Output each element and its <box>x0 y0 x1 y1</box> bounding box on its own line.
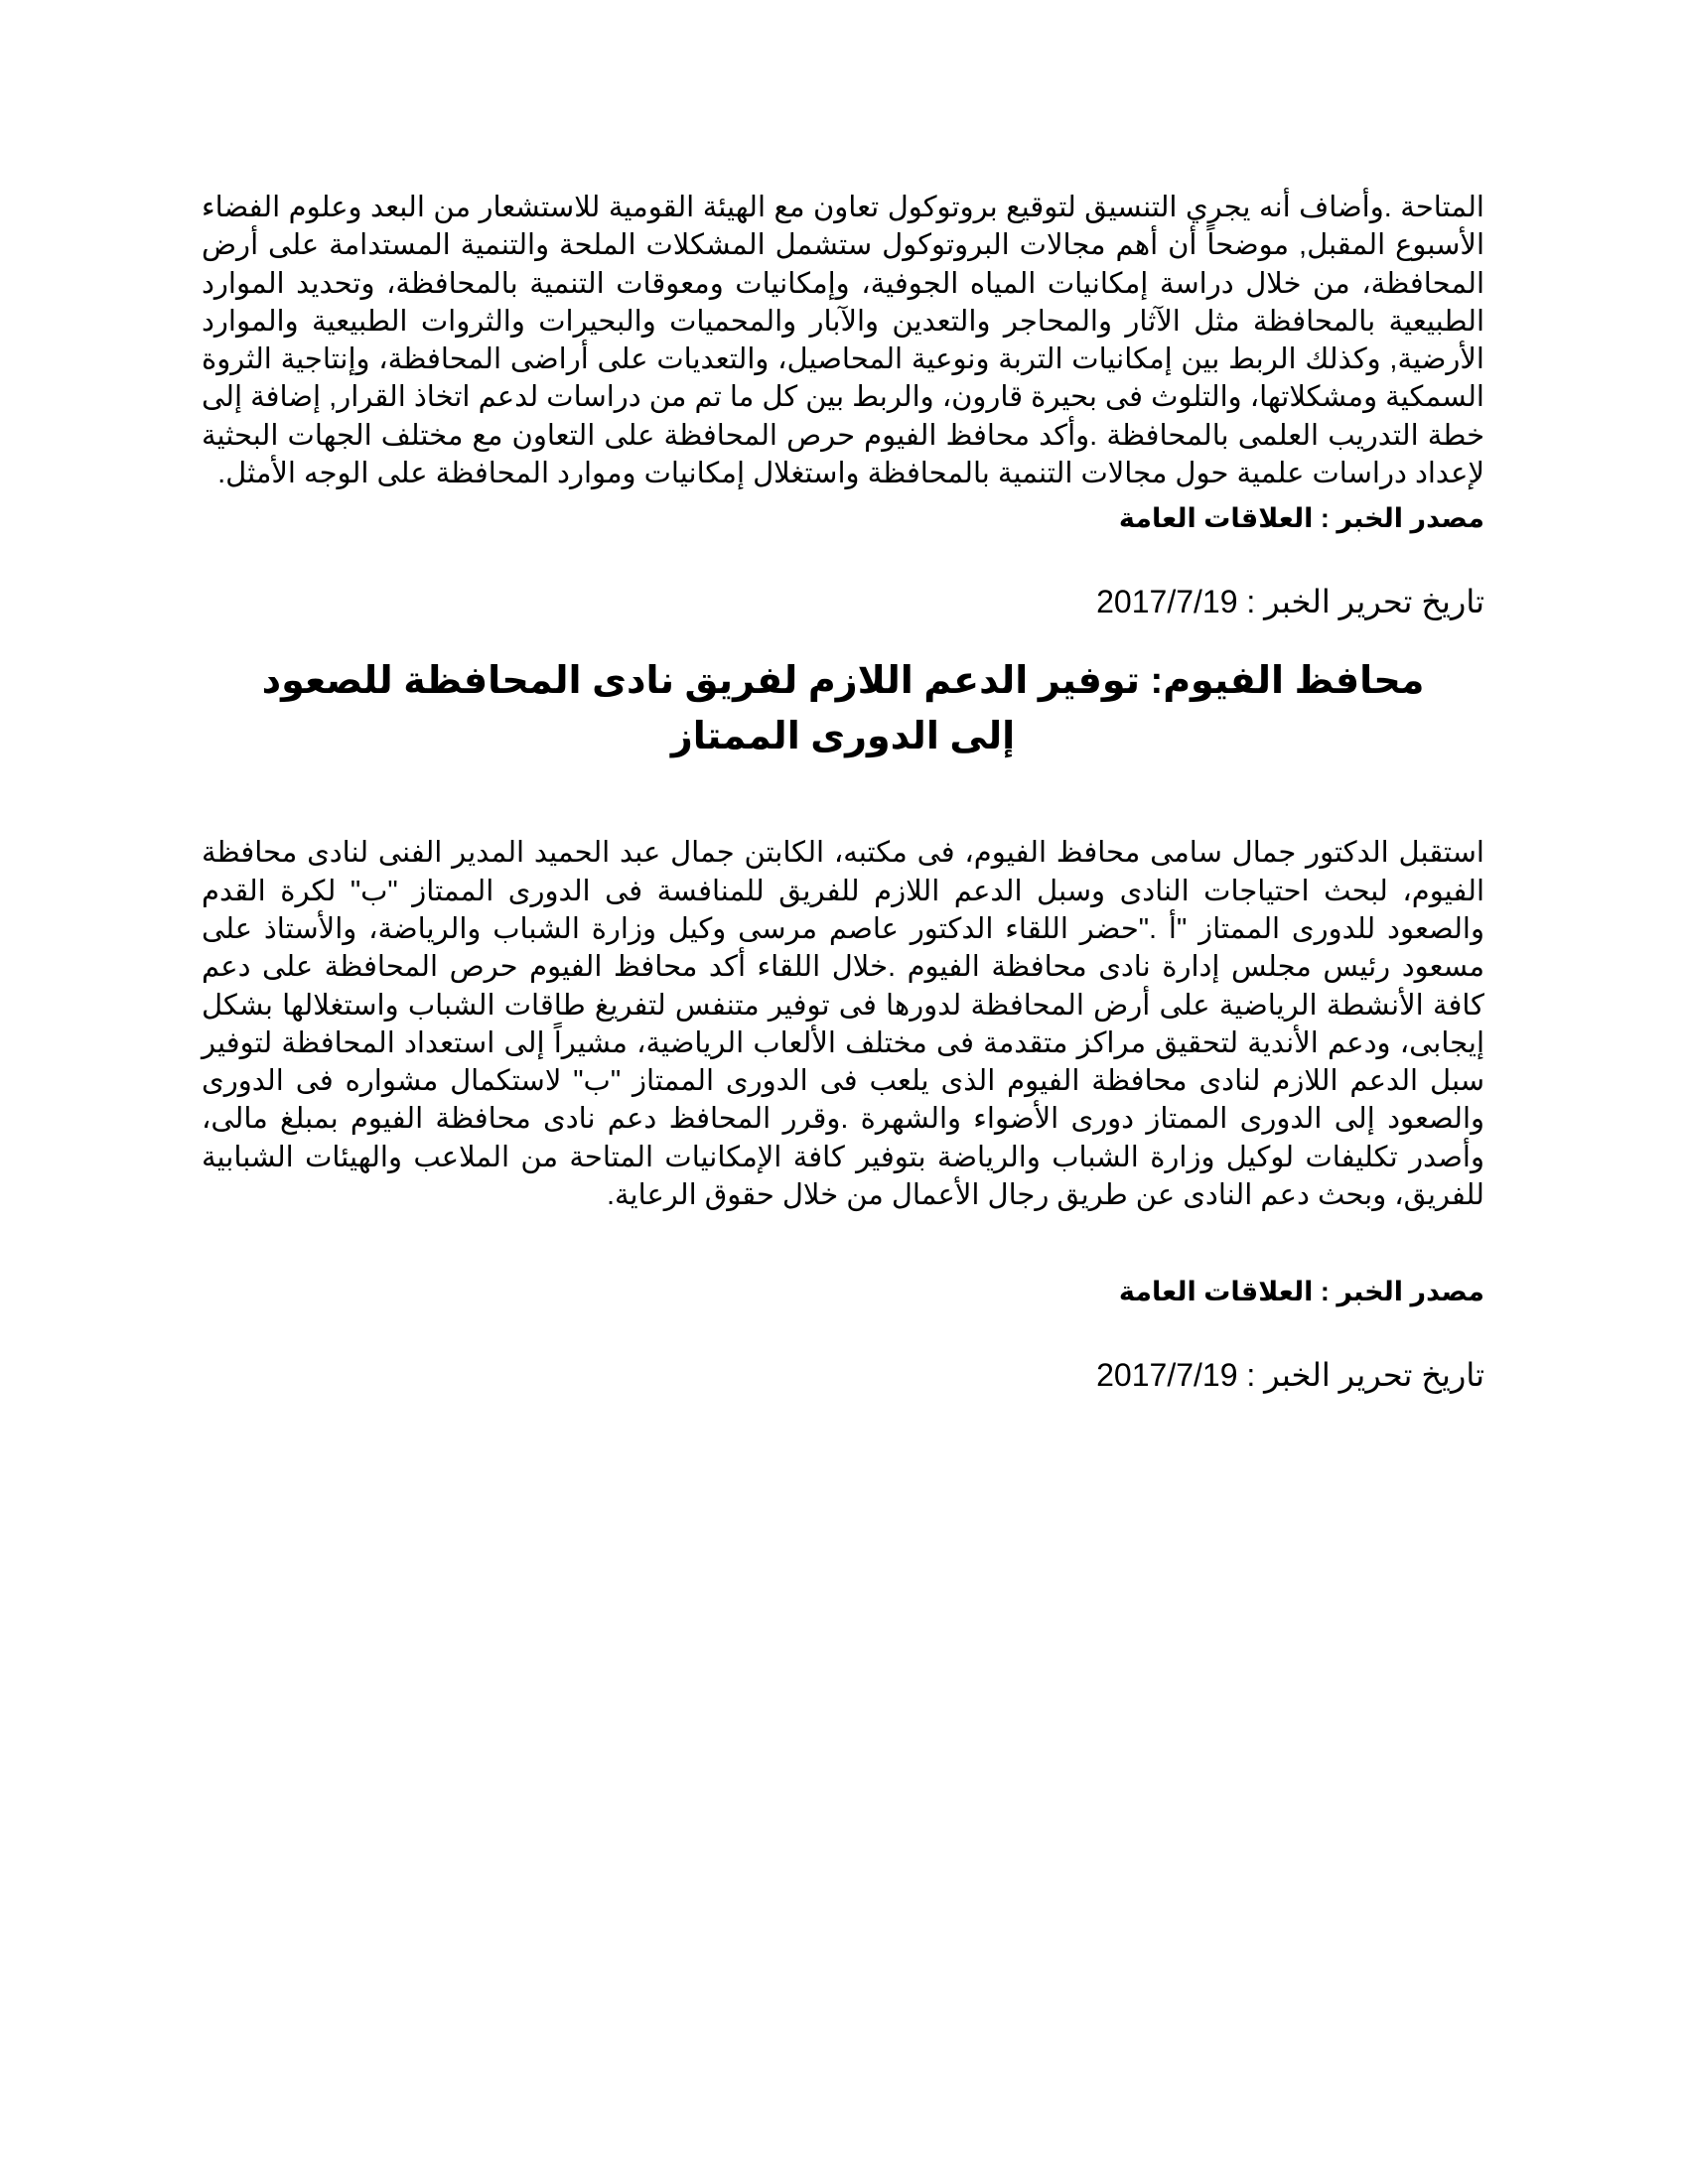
article-2-date-label: تاريخ تحرير الخبر : <box>1246 1357 1484 1394</box>
article-1-date-value: 2017/7/19 <box>1096 584 1238 620</box>
article-2-headline: محافظ الفيوم: توفير الدعم اللازم لفريق نادى المحافظة للصعود إلى الدورى الممتاز <box>261 660 1425 758</box>
article-1-date <box>202 580 1484 623</box>
article-2-date-value: 2017/7/19 <box>1096 1357 1238 1394</box>
article-1-body: المتاحة .وأضاف أنه يجري التنسيق لتوقيع بروتوكول تعاون مع الهيئة القومية للاستشعار من البعد وعلوم الفضاء الأسبوع المقبل, موضحاً أن أهم مجالات البروتوكول ستشمل المشكلات الملحة والتنمية المستدامة على أرض المحافظة، من خلال دراسة إمكانيات المياه الجوفية، وإمكانيات ومعوقات التنمية بالمحافظة، وتحديد الموارد الطبيعية بالمحافظة مثل الآثار والمحاجر والتعدين والآبار والمحميات والبحيرات والثروات الطبيعية والموارد الأرضية, وكذلك الربط بين إمكانيات التربة ونوعية المحاصيل، والتعديات على أراضى المحافظة، وإنتاجية الثروة السمكية ومشكلاتها، والتلوث فى بحيرة قارون، والربط بين كل ما تم من دراسات لدعم اتخاذ القرار, إضافة إلى خطة التدريب العلمى بالمحافظة .وأكد محافظ الفيوم حرص المحافظة على التعاون مع مختلف الجهات البحثية لإعداد دراسات علمية حول مجالات التنمية بالمحافظة واستغلال إمكانيات وموارد المحافظة على الوجه الأمثل. <box>202 192 1484 490</box>
article-2-date <box>202 1353 1484 1397</box>
article-2-source: مصدر الخبر : العلاقات العامة <box>1118 1277 1484 1307</box>
article-1-date-label: تاريخ تحرير الخبر : <box>1246 584 1484 620</box>
article-2-body: استقبل الدكتور جمال سامى محافظ الفيوم، فى مكتبه، الكابتن جمال عبد الحميد المدير الفنى لنادى محافظة الفيوم، لبحث احتياجات النادى وسبل الدعم اللازم للفريق للمنافسة فى الدورى الممتاز "ب" لكرة القدم والصعود للدورى الممتاز "أ ."حضر اللقاء الدكتور عاصم مرسى وكيل وزارة الشباب والرياضة، والأستاذ على مسعود رئيس مجلس إدارة نادى محافظة الفيوم .خلال اللقاء أكد محافظ الفيوم حرص المحافظة على دعم كافة الأنشطة الرياضية على أرض المحافظة لدورها فى توفير متنفس لتفريغ طاقات الشباب واستغلالها بشكل إيجابى، ودعم الأندية لتحقيق مراكز متقدمة فى مختلف الألعاب الرياضية، مشيراً إلى استعداد المحافظة لتوفير سبل الدعم اللازم لنادى محافظة الفيوم الذى يلعب فى الدورى الممتاز "ب" لاستكمال مشواره فى الدورى والصعود إلى الدورى الممتاز دورى الأضواء والشهرة .وقرر المحافظ دعم نادى محافظة الفيوم بمبلغ مالى، وأصدر تكليفات لوكيل وزارة الشباب والرياضة بتوفير كافة الإمكانيات المتاحة من الملاعب والهيئات الشبابية للفريق، وبحث دعم النادى عن طريق رجال الأعمال من خلال حقوق الرعاية. <box>202 837 1485 1212</box>
article-1-source: مصدر الخبر : العلاقات العامة <box>1118 503 1484 534</box>
document-page <box>202 189 1484 1397</box>
